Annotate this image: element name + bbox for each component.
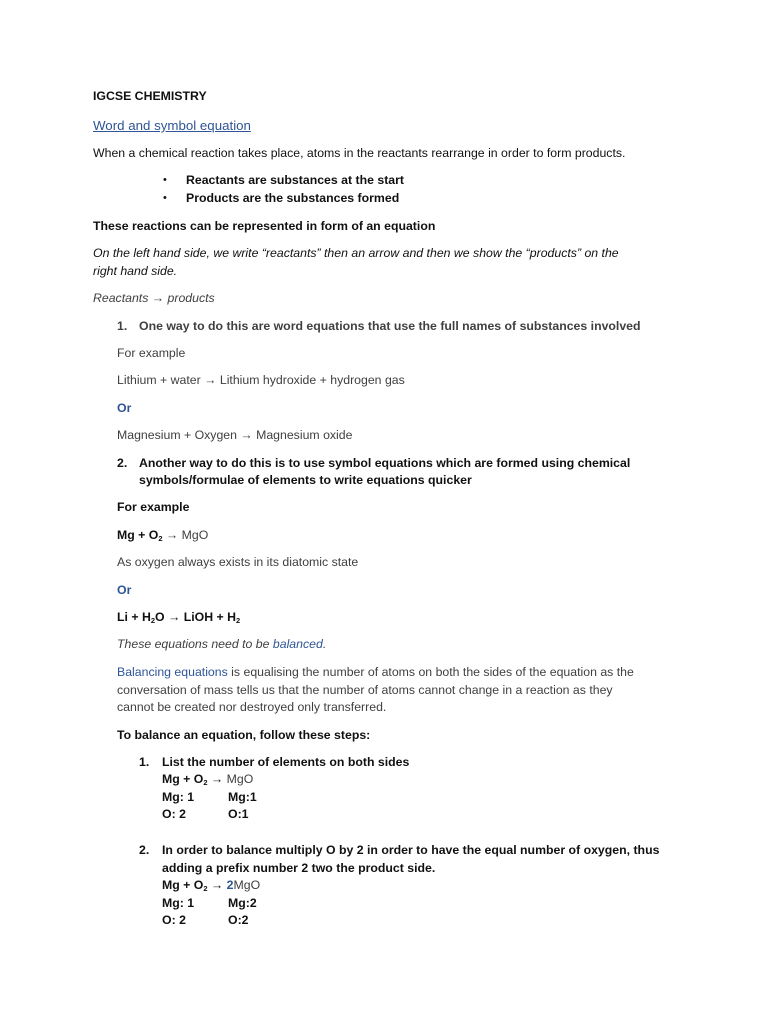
balancing-definition-line2: conversation of mass tells us that the number of atoms cannot change in a reaction as they bbox=[117, 683, 613, 697]
prefix-coefficient: 2 bbox=[226, 878, 234, 892]
bal-step1-row1-left: Mg: 1 bbox=[162, 790, 195, 804]
reactants-products-line bbox=[93, 291, 215, 306]
balancing-term: Balancing equations bbox=[117, 665, 228, 679]
need-balanced-sentence: These equations need to be balanced. bbox=[117, 637, 327, 651]
symbol-equation-mg: $Mg + O_2$ → MgO bbox=[117, 528, 209, 543]
or-2: Or bbox=[117, 583, 132, 597]
balancing-definition-line1: Balancing equations is equalising the number of atoms on both the sides of the equation as the bbox=[117, 665, 634, 679]
step2-number: 2. bbox=[117, 456, 128, 470]
represented-sentence: These reactions can be represented in form of an equation bbox=[93, 219, 436, 233]
bullet-item-reactants: Reactants are substances at the start bbox=[186, 173, 405, 187]
bal-step2-line2: adding a prefix number 2 two the product side. bbox=[162, 861, 436, 875]
step1-text: One way to do this are word equations that use the full names of substances involved bbox=[139, 319, 641, 333]
bal-step2-number: 2. bbox=[139, 843, 150, 857]
step2-line2: symbols/formulae of elements to write equations quicker bbox=[139, 473, 472, 487]
products-word: products bbox=[167, 291, 215, 305]
bal-step2-row1-right: Mg:2 bbox=[228, 896, 257, 910]
bal-step2-row2-left: O: 2 bbox=[162, 913, 186, 927]
bal-step1-row2-left: O: 2 bbox=[162, 807, 186, 821]
or-1: Or bbox=[117, 401, 132, 415]
balanced-word: balanced bbox=[272, 637, 323, 651]
bal-step1-number: 1. bbox=[139, 755, 150, 769]
intro-paragraph: When a chemical reaction takes place, atoms in the reactants rearrange in order to form products. bbox=[93, 146, 626, 160]
reactants-word: Reactants bbox=[93, 291, 149, 305]
symbol-equation-li: $Li + H_2O$ → LiOH + $H_2$ bbox=[117, 610, 241, 625]
for-example-2: For example bbox=[117, 500, 190, 514]
for-example-1: For example bbox=[117, 346, 186, 360]
bullet-marker: • bbox=[163, 174, 167, 186]
word-equation-magnesium: Magnesium + Oxygen → Magnesium oxide bbox=[117, 428, 353, 442]
bal-step1-row1-right: Mg:1 bbox=[228, 790, 257, 804]
balancing-definition-line3: cannot be created nor destroyed only transferred. bbox=[117, 700, 387, 714]
step2-line1: Another way to do this is to use symbol equations which are formed using chemical bbox=[139, 456, 631, 470]
bal-step2-row1-left: Mg: 1 bbox=[162, 896, 195, 910]
arrow-icon: → bbox=[151, 291, 165, 305]
bullet-marker: • bbox=[163, 192, 167, 204]
diatomic-note: As oxygen always exists in its diatomic state bbox=[117, 555, 359, 569]
left-hand-sentence-line2: right hand side. bbox=[93, 264, 178, 278]
step1-number: 1. bbox=[117, 319, 128, 333]
bal-step1-text: List the number of elements on both sides bbox=[162, 755, 410, 769]
bal-step1-equation: $Mg + O_2$ → MgO bbox=[162, 772, 254, 787]
bal-step1-row2-right: O:1 bbox=[228, 807, 249, 821]
page-title: IGCSE CHEMISTRY bbox=[93, 89, 207, 103]
word-equation-lithium: Lithium + water → Lithium hydroxide + hydrogen gas bbox=[117, 373, 405, 387]
left-hand-sentence-line1: On the left hand side, we write “reactants” then an arrow and then we show the “products” on the bbox=[93, 246, 619, 260]
bullet-item-products: Products are the substances formed bbox=[186, 191, 400, 205]
section-heading: Word and symbol equation bbox=[93, 118, 251, 133]
bal-step2-equation: $Mg + O_2 \to 2MgO$ bbox=[162, 878, 261, 893]
bal-step2-row2-right: O:2 bbox=[228, 913, 249, 927]
steps-intro: To balance an equation, follow these steps: bbox=[117, 728, 371, 742]
bal-step2-line1: In order to balance multiply O by 2 in order to have the equal number of oxygen, thus bbox=[162, 843, 660, 857]
